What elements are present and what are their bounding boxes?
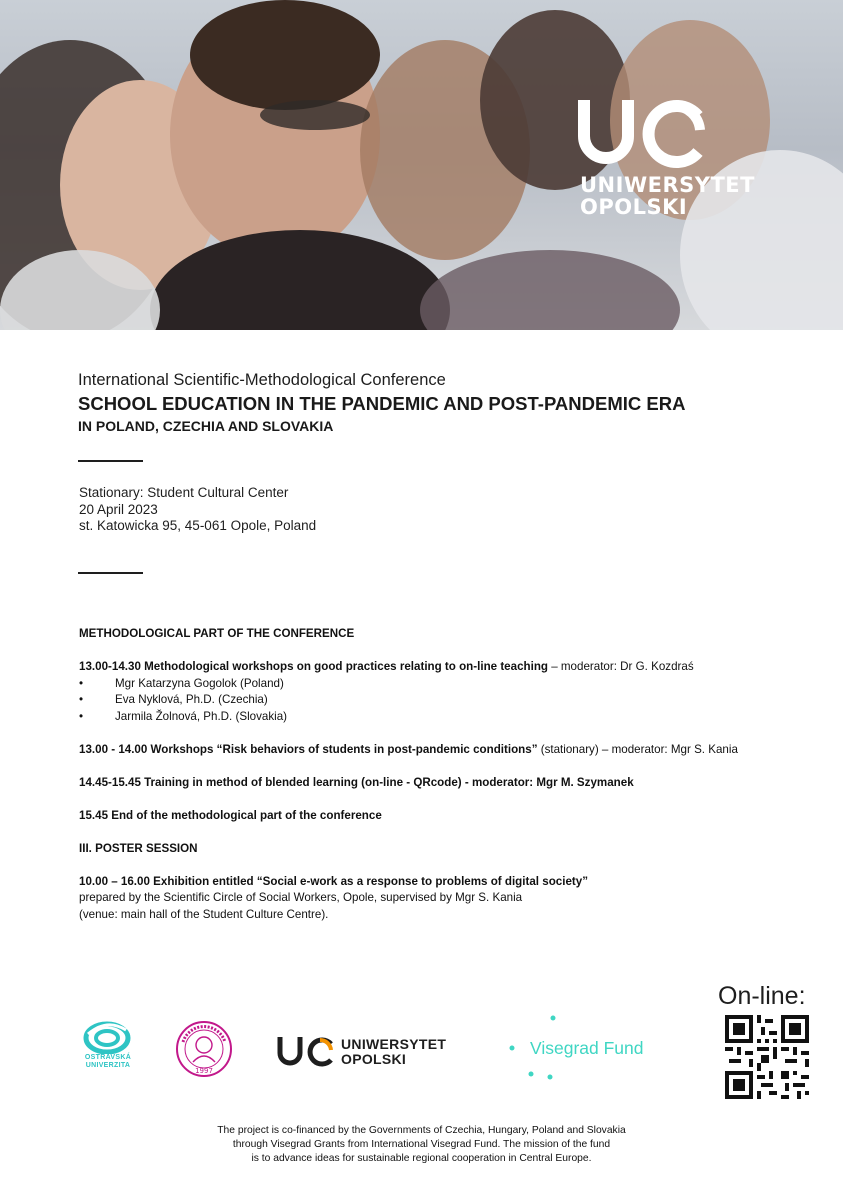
university-logo-hero (578, 94, 778, 224)
program-item: 10.00 – 16.00 Exhibition entitled “Social e-work as a response to problems of digital society” (79, 874, 588, 888)
venue-info (79, 485, 316, 535)
university-name: UNIWERSYTET OPOLSKI (580, 173, 755, 219)
address-line: st. Katowicka 95, 45-061 Opole, Poland (79, 518, 317, 533)
conference-heading (78, 369, 798, 436)
conference-type: International Scientific-Methodological Conference (78, 371, 446, 389)
section-title: METHODOLOGICAL PART OF THE CONFERENCE (79, 627, 355, 640)
presov-university-seal-icon (175, 1020, 233, 1078)
program-detail: prepared by the Scientific Circle of Social Workers, Opole, supervised by Mgr S. Kania (79, 891, 523, 904)
program-item: 15.45 End of the methodological part of the conference (79, 808, 382, 822)
funding-note: The project is co-financed by the Governments of Czechia, Hungary, Poland and Slovakia through Visegrad Grants from International Visegrad Fund. The mission of the fund is to advance ideas for sustainable regional cooperation in Central Europe. (217, 1125, 626, 1164)
program-detail: (venue: main hall of the Student Culture Centre). (79, 907, 329, 921)
conference-title: SCHOOL EDUCATION IN THE PANDEMIC AND POST-PANDEMIC ERA (78, 393, 686, 414)
svg-text:1997: 1997 (195, 1067, 213, 1075)
qr-code-icon[interactable] (725, 1015, 809, 1099)
list-item: • Eva Nyklová, Ph.D. (Czechia) (79, 693, 268, 706)
uo-logo-mark-icon (277, 1034, 337, 1068)
ostrava-swirl-icon (78, 1020, 136, 1054)
hero-photo (0, 0, 843, 330)
online-label: On-line: (718, 982, 806, 1010)
program-item: 14.45-15.45 Training in method of blended learning (on-line - QRcode) - moderator: Mgr M. Szymanek (79, 775, 634, 789)
divider (78, 572, 143, 574)
ostrava-university-logo: OSTRAVSKÁ UNIVERZITA (78, 1020, 136, 1080)
uo-logo-mark-icon (578, 94, 718, 174)
list-item: • Jarmila Žolnová, Ph.D. (Slovakia) (79, 709, 288, 723)
list-item: • Mgr Katarzyna Gogolok (Poland) (79, 676, 284, 690)
divider (78, 460, 143, 462)
section-title: III. POSTER SESSION (79, 841, 198, 855)
date-line: 20 April 2023 (79, 501, 158, 517)
conference-subtitle: IN POLAND, CZECHIA AND SLOVAKIA (78, 418, 334, 434)
program-item: 13.00 - 14.00 Workshops “Risk behaviors of students in post-pandemic conditions” (stationary) – moderator: Mgr S. Kania (79, 742, 738, 756)
uniwersytet-opolski-logo: UNIWERSYTET OPOLSKI (277, 1034, 467, 1070)
venue-line: Stationary: Student Cultural Center (79, 485, 289, 500)
program-item: 13.00-14.30 Methodological workshops on good practices relating to on-line teaching – moderator: Dr G. Kozdraś (79, 660, 694, 673)
visegrad-fund-logo: Visegrad Fund (505, 1012, 665, 1088)
program (79, 626, 819, 923)
